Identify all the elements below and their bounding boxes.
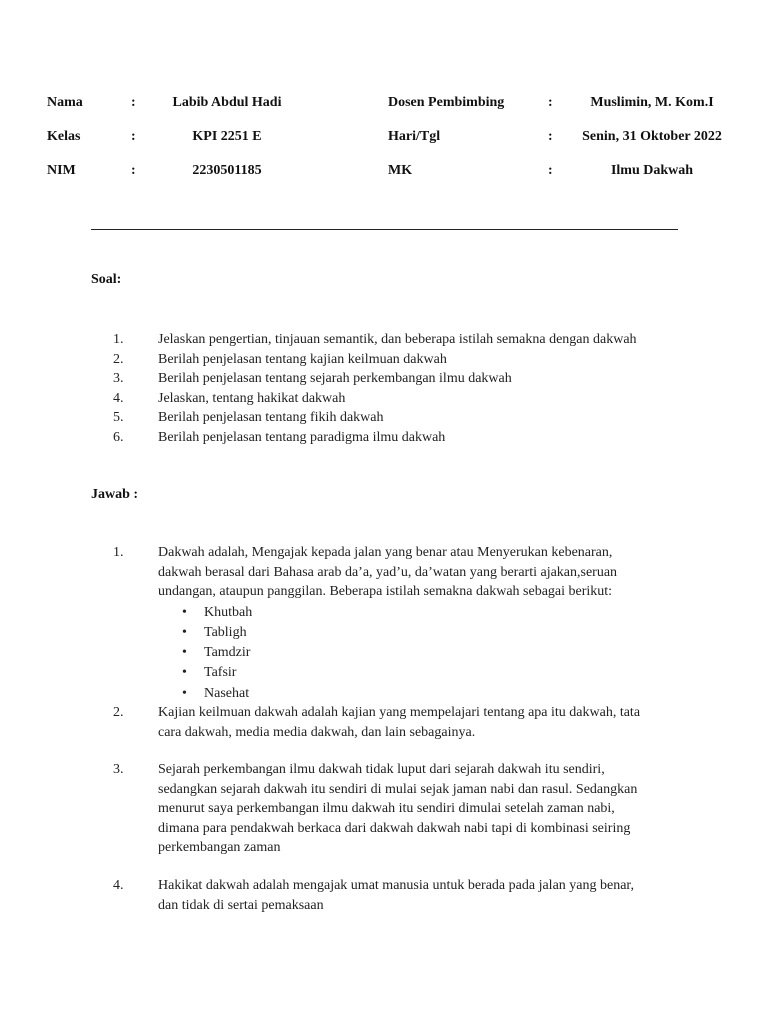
bullet-list	[0, 603, 768, 704]
item-number: 1.	[113, 545, 124, 560]
list-item	[0, 428, 768, 448]
answer-item	[0, 876, 768, 915]
item-number: 4.	[113, 390, 124, 406]
colon: :	[131, 95, 136, 110]
item-text: Berilah penjelasan tentang paradigma ilmu dakwah	[158, 429, 446, 445]
colon: :	[131, 129, 136, 144]
item-number: 5.	[113, 410, 124, 426]
colon: :	[548, 129, 553, 144]
item-number: 2.	[113, 351, 124, 367]
bullet-item: • Tabligh	[204, 623, 768, 643]
item-number: 3.	[113, 762, 124, 777]
label-kelas: Kelas	[47, 129, 81, 144]
item-number: 4.	[113, 878, 124, 893]
answer-text	[158, 760, 698, 858]
answer-item	[0, 760, 768, 858]
text-line: Hakikat dakwah adalah mengajak umat manusia untuk berada pada jalan yang benar,	[158, 878, 635, 893]
item-text: Berilah penjelasan tentang fikih dakwah	[158, 410, 384, 426]
list-item	[0, 543, 768, 602]
list-item	[0, 369, 768, 389]
jawab-heading: Jawab :	[91, 487, 139, 502]
value-nama: Labib Abdul Hadi	[172, 95, 282, 110]
text-line: Dakwah adalah, Mengajak kepada jalan yang benar atau Menyerukan kebenaran,	[158, 545, 613, 560]
text-line: dimana para pendakwah berkaca dari dakwah dakwah nabi tapi di kombinasi seiring	[158, 820, 631, 836]
soal-heading: Soal:	[91, 272, 122, 287]
item-text: Berilah penjelasan tentang sejarah perkembangan ilmu dakwah	[158, 371, 512, 387]
text-line: dakwah berasal dari Bahasa arab da’a, yad’u, da’watan yang berarti ajakan,seruan	[158, 564, 618, 580]
item-text: Berilah penjelasan tentang kajian keilmuan dakwah	[158, 351, 447, 367]
text-line: Kajian keilmuan dakwah adalah kajian yang mempelajari tentang apa itu dakwah, tata	[158, 705, 641, 720]
list-item	[0, 703, 768, 742]
answer-item	[0, 543, 768, 704]
list-item	[0, 876, 768, 915]
text-line: menurut saya perkembangan ilmu dakwah itu sendiri dimulai setelah zaman nabi,	[158, 801, 615, 817]
answer-text	[158, 703, 698, 742]
divider-line	[91, 229, 678, 230]
item-text: Jelaskan, tentang hakikat dakwah	[158, 390, 346, 406]
value-hari-tgl: Senin, 31 Oktober 2022	[582, 129, 722, 144]
label-nama: Nama	[47, 95, 83, 110]
item-number: 1.	[113, 332, 124, 347]
item-number: 2.	[113, 705, 124, 720]
label-nim: NIM	[47, 163, 76, 178]
list-item	[0, 389, 768, 409]
label-mk: MK	[388, 163, 413, 178]
value-dosen-pembimbing: Muslimin, M. Kom.I	[590, 95, 714, 110]
colon: :	[548, 163, 553, 178]
colon: :	[548, 95, 553, 110]
value-kelas: KPI 2251 E	[192, 129, 262, 144]
text-line: perkembangan zaman	[158, 840, 281, 856]
text-line: dan tidak di sertai pemaksaan	[158, 897, 324, 913]
list-item	[0, 350, 768, 370]
colon: :	[131, 163, 136, 178]
item-text: Jelaskan pengertian, tinjauan semantik, dan beberapa istilah semakna dengan dakwah	[158, 332, 637, 347]
list-item	[0, 330, 768, 350]
bullet-item: • Tafsir	[204, 663, 768, 683]
value-nim: 2230501185	[192, 163, 262, 178]
bullet-item: • Tamdzir	[204, 643, 768, 663]
list-item	[0, 760, 768, 858]
text-line: sedangkan sejarah dakwah itu sendiri di mulai sejak jaman nabi dan rasul. Sedangkan	[158, 781, 638, 797]
value-mk: Ilmu Dakwah	[610, 163, 694, 178]
text-line: Sejarah perkembangan ilmu dakwah tidak luput dari sejarah dakwah itu sendiri,	[158, 762, 605, 777]
bullet-item: • Nasehat	[204, 684, 768, 704]
answer-item	[0, 703, 768, 742]
answer-text	[158, 876, 698, 915]
soal-list	[0, 330, 768, 448]
answer-text	[158, 543, 698, 602]
label-dosen-pembimbing: Dosen Pembimbing	[388, 95, 505, 110]
text-line: undangan, ataupun panggilan. Beberapa istilah semakna dakwah sebagai berikut:	[158, 584, 613, 600]
list-item	[0, 408, 768, 428]
label-hari-tgl: Hari/Tgl	[388, 129, 441, 144]
item-number: 3.	[113, 371, 124, 387]
item-number: 6.	[113, 429, 124, 445]
bullet-item: • Khutbah	[204, 603, 768, 623]
text-line: cara dakwah, media media dakwah, dan lain sebagainya.	[158, 724, 476, 740]
